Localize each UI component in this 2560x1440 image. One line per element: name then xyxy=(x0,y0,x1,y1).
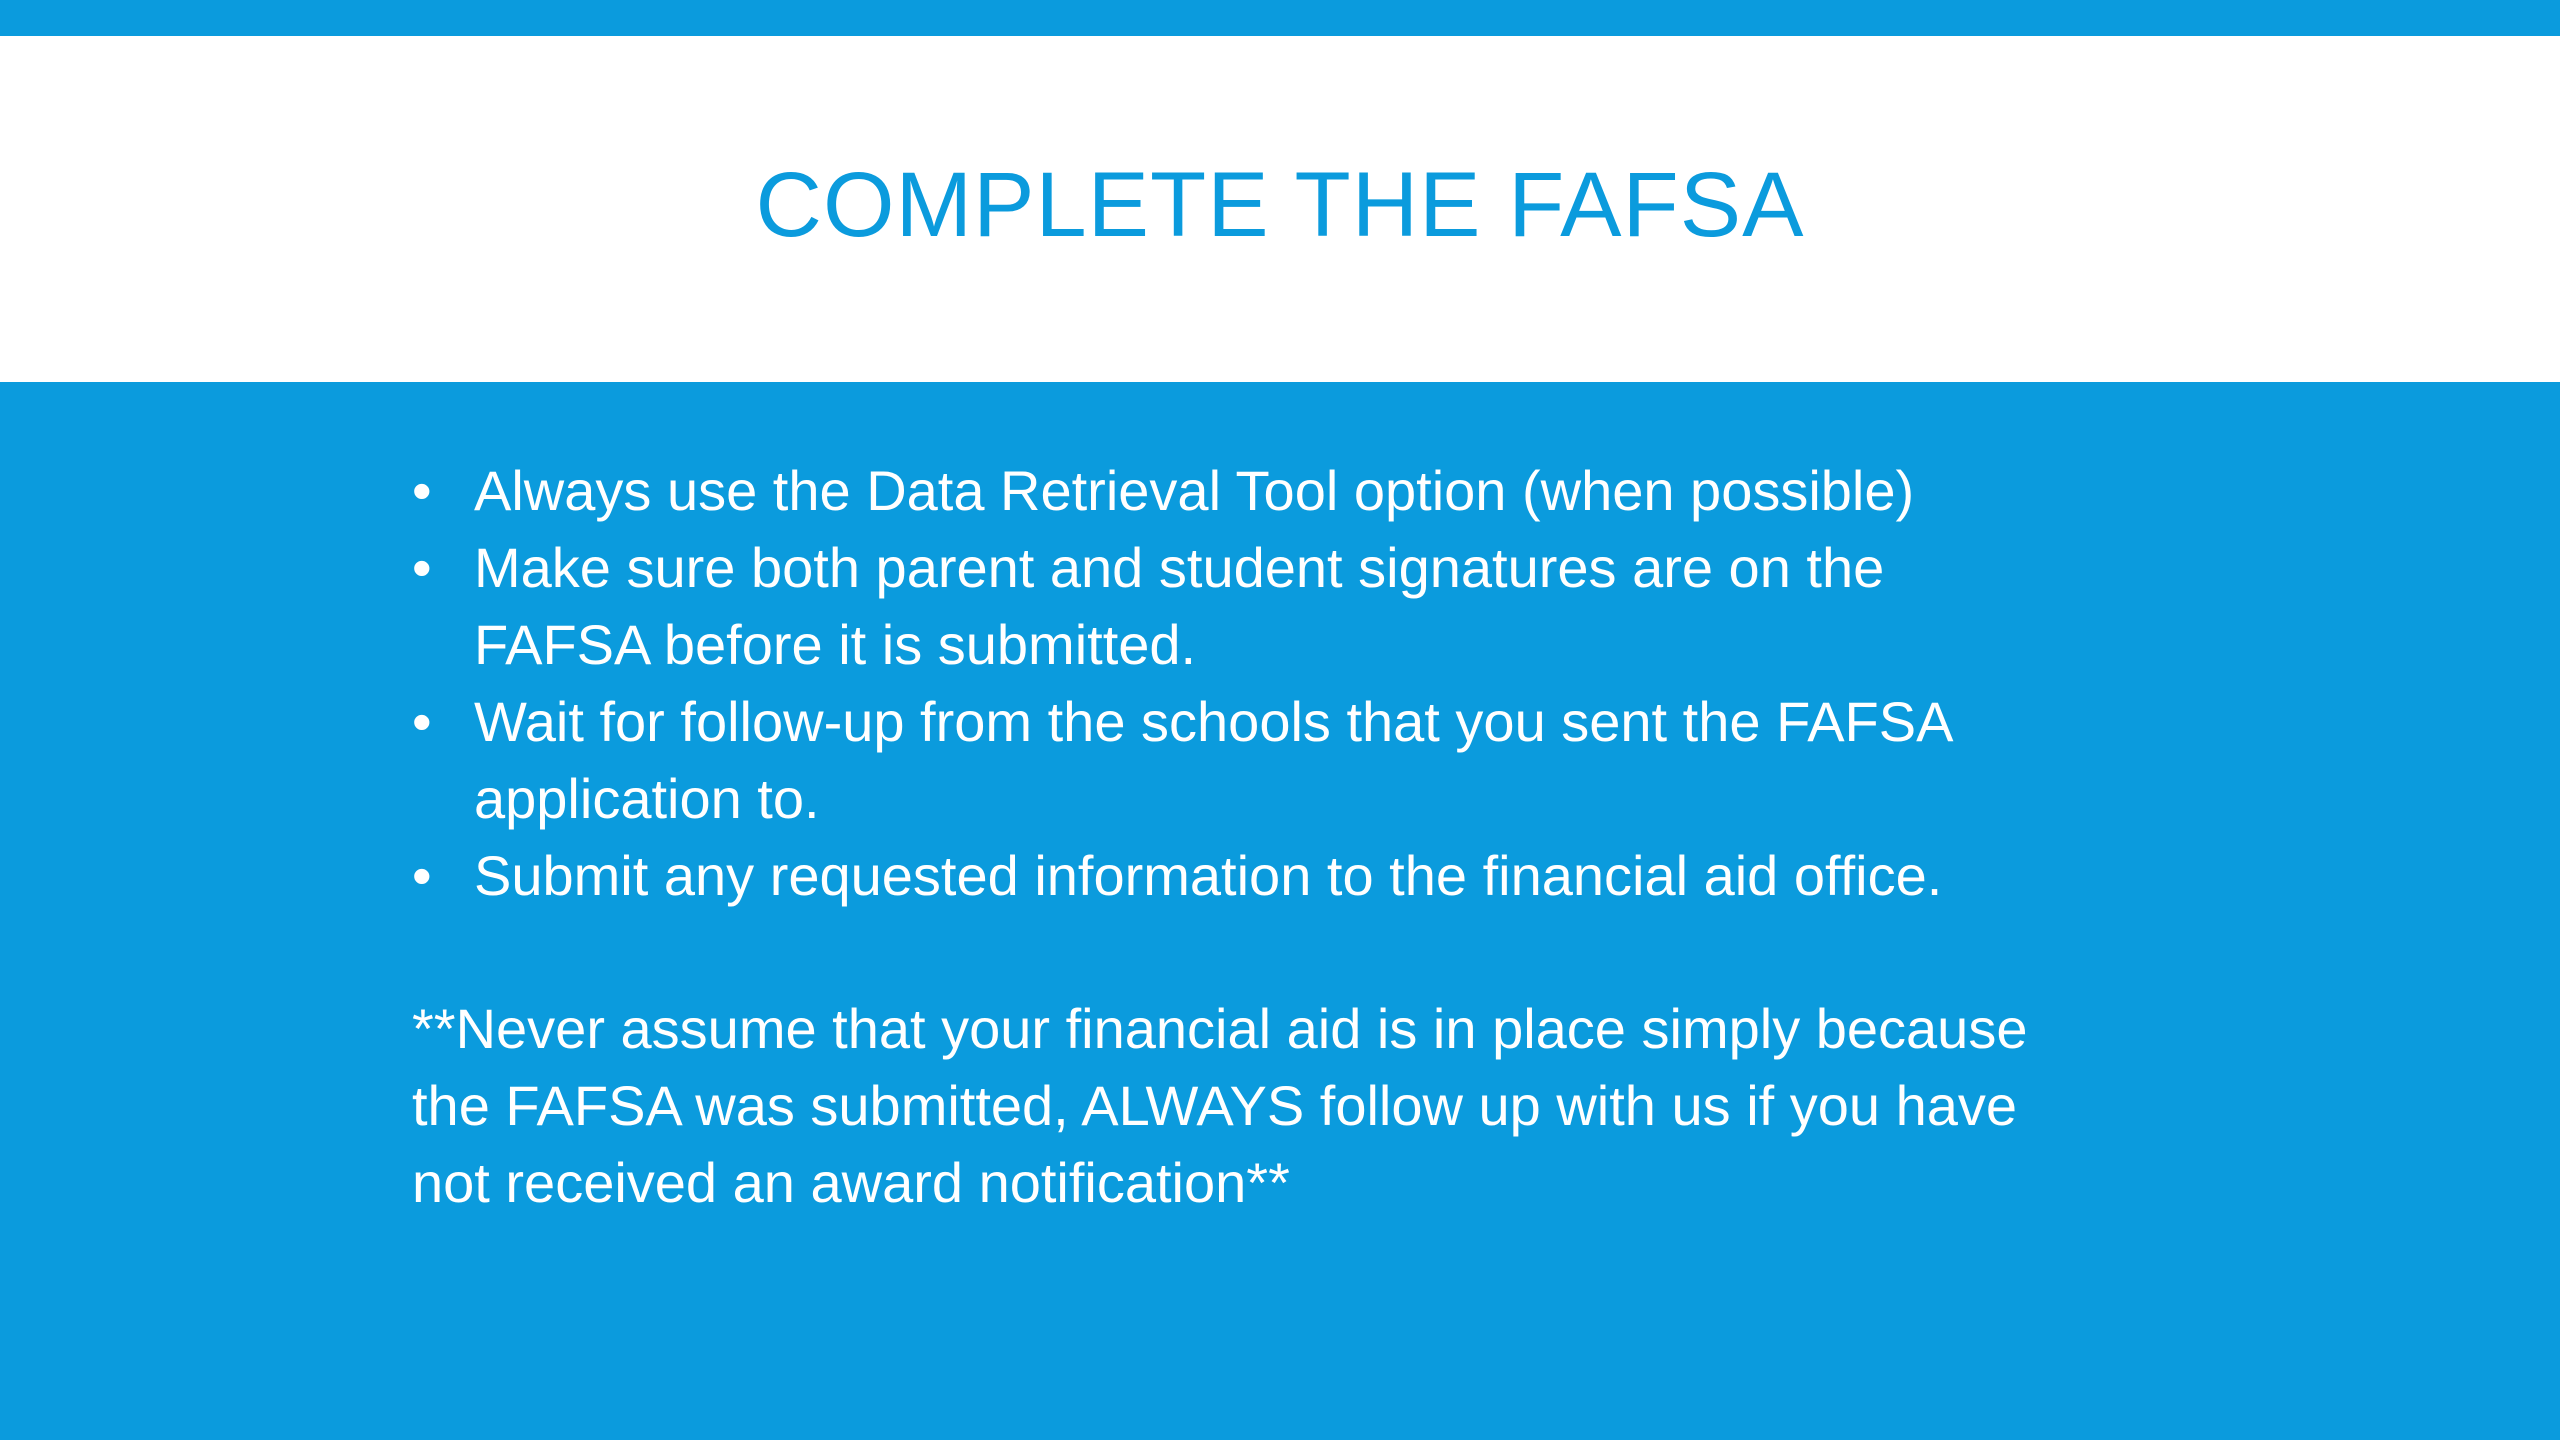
bullet-item-signatures xyxy=(412,529,2052,683)
bullet-icon: • xyxy=(412,844,432,907)
bullet-text: Always use the Data Retrieval Tool option (when possible) xyxy=(474,459,1915,522)
bullet-text: Submit any requested information to the financial aid office. xyxy=(474,844,1943,907)
bullet-text: Make sure both parent and student signatures are on the FAFSA before it is submitted. xyxy=(474,536,1885,676)
bullet-text: Wait for follow-up from the schools that you sent the FAFSA application to. xyxy=(474,690,1951,830)
top-accent-strip xyxy=(0,0,2560,36)
bullet-icon: • xyxy=(412,459,432,522)
follow-up-note: **Never assume that your financial aid is in place simply because the FAFSA was submitted, ALWAYS follow up with us if you have not received an award notification** xyxy=(412,997,2028,1214)
bullet-list xyxy=(412,452,2052,914)
slide-body xyxy=(412,452,2052,1277)
title-band xyxy=(0,36,2560,382)
slide-title: COMPLETE THE FAFSA xyxy=(755,153,1805,256)
bullet-item-follow-up xyxy=(412,683,2052,837)
bullet-item-submit-info xyxy=(412,837,2052,914)
bullet-icon: • xyxy=(412,536,432,599)
bullet-icon: • xyxy=(412,690,432,753)
bullet-item-data-retrieval xyxy=(412,452,2052,529)
